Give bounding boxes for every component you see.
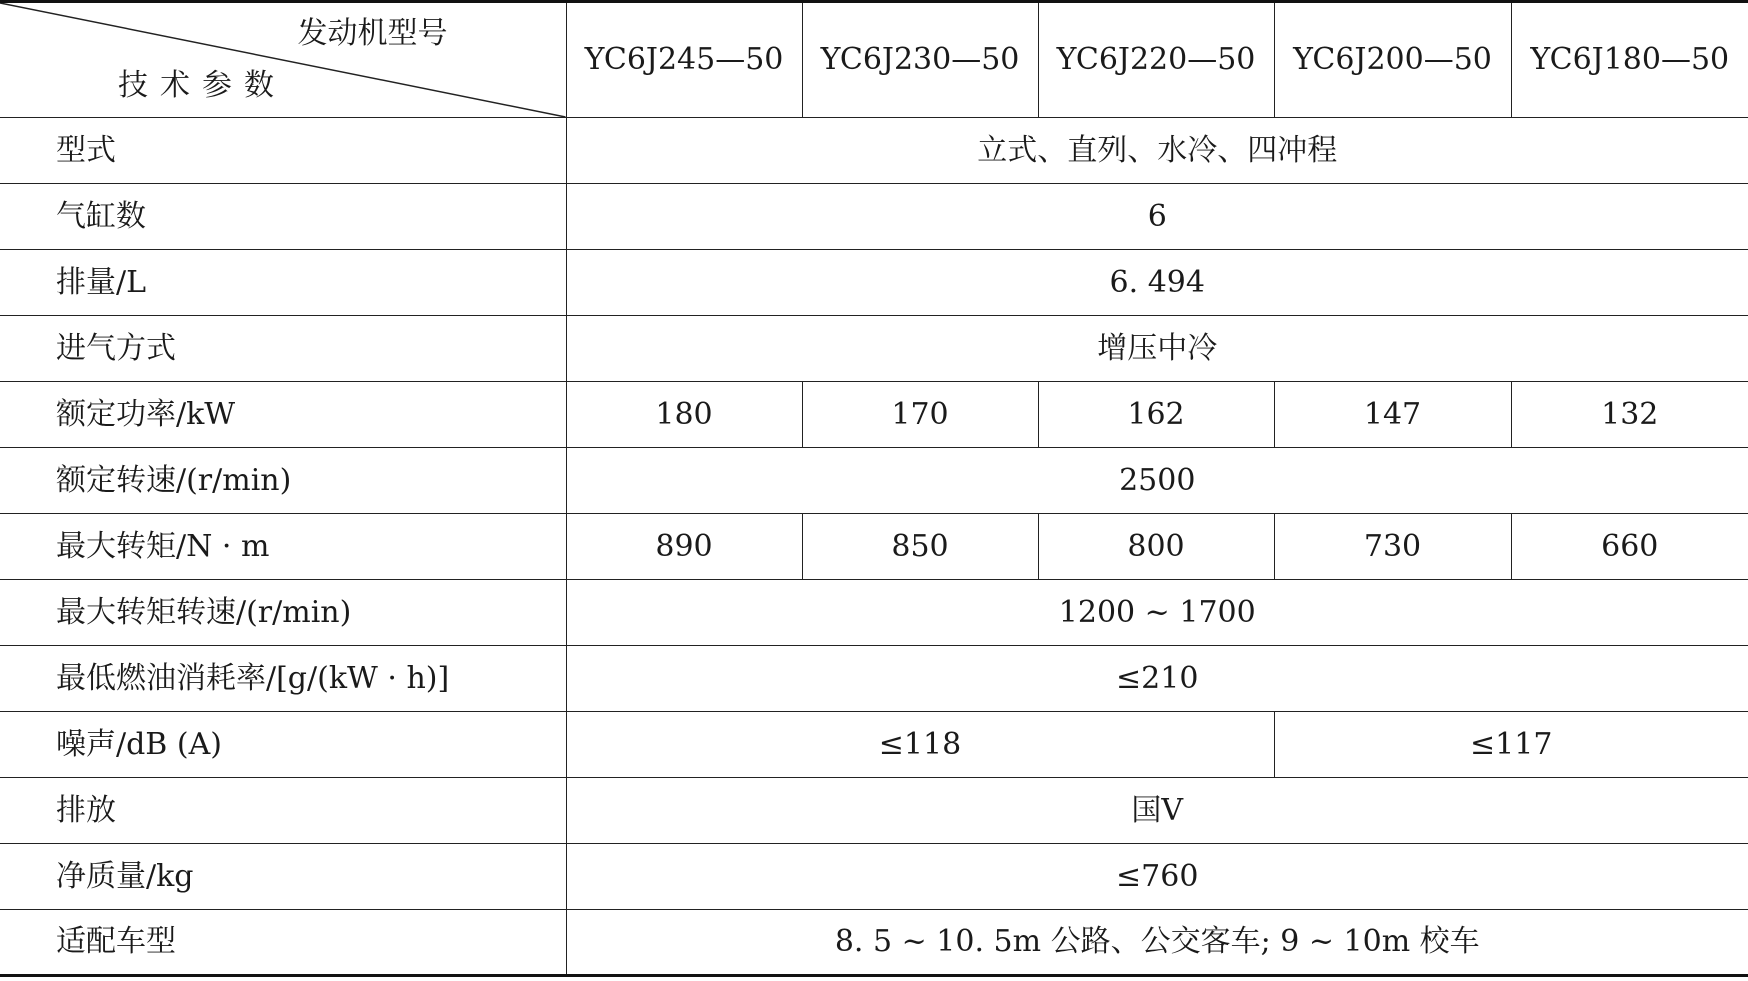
value-type: 立式、直列、水冷、四冲程 xyxy=(566,118,1748,184)
table-row xyxy=(0,514,1748,580)
row-label-emission: 排放 xyxy=(0,778,566,844)
value-max-torque-4: 730 xyxy=(1274,514,1511,580)
header-corner-cell xyxy=(0,2,566,118)
table-row xyxy=(0,184,1748,250)
value-rated-power-5: 132 xyxy=(1511,382,1748,448)
value-cylinders: 6 xyxy=(566,184,1748,250)
value-net-mass: ≤760 xyxy=(566,844,1748,910)
row-label-vehicle: 适配车型 xyxy=(0,910,566,976)
value-rated-power-4: 147 xyxy=(1274,382,1511,448)
table-row xyxy=(0,712,1748,778)
value-max-torque-5: 660 xyxy=(1511,514,1748,580)
table-row xyxy=(0,646,1748,712)
value-rated-power-2: 170 xyxy=(802,382,1038,448)
value-rated-power-3: 162 xyxy=(1038,382,1274,448)
row-label-cylinders: 气缸数 xyxy=(0,184,566,250)
row-label-rated-speed: 额定转速/(r/min) xyxy=(0,448,566,514)
table-row xyxy=(0,448,1748,514)
table-row xyxy=(0,844,1748,910)
model-header-5: YC6J180—50 xyxy=(1511,2,1748,118)
value-rated-power-1: 180 xyxy=(566,382,802,448)
value-noise-a: ≤118 xyxy=(566,712,1274,778)
row-label-type: 型式 xyxy=(0,118,566,184)
model-header-4: YC6J200—50 xyxy=(1274,2,1511,118)
table-row xyxy=(0,778,1748,844)
row-label-fuel-consumption: 最低燃油消耗率/[g/(kW · h)] xyxy=(0,646,566,712)
row-label-displacement: 排量/L xyxy=(0,250,566,316)
row-label-rated-power: 额定功率/kW xyxy=(0,382,566,448)
value-intake: 增压中冷 xyxy=(566,316,1748,382)
model-header-1: YC6J245—50 xyxy=(566,2,802,118)
table-row xyxy=(0,118,1748,184)
corner-label-tech-params: 技术参数 xyxy=(118,68,286,103)
corner-label-engine-model: 发动机型号 xyxy=(297,16,448,51)
row-label-net-mass: 净质量/kg xyxy=(0,844,566,910)
table-row xyxy=(0,382,1748,448)
value-max-torque-3: 800 xyxy=(1038,514,1274,580)
model-header-3: YC6J220—50 xyxy=(1038,2,1274,118)
value-vehicle: 8. 5 ~ 10. 5m 公路、公交客车; 9 ~ 10m 校车 xyxy=(566,910,1748,976)
value-max-torque-2: 850 xyxy=(802,514,1038,580)
value-max-torque-speed: 1200 ~ 1700 xyxy=(566,580,1748,646)
row-label-max-torque-speed: 最大转矩转速/(r/min) xyxy=(0,580,566,646)
value-emission: 国Ⅴ xyxy=(566,778,1748,844)
model-header-2: YC6J230—50 xyxy=(802,2,1038,118)
value-displacement: 6. 494 xyxy=(566,250,1748,316)
value-rated-speed: 2500 xyxy=(566,448,1748,514)
table-row xyxy=(0,580,1748,646)
table-row xyxy=(0,316,1748,382)
value-max-torque-1: 890 xyxy=(566,514,802,580)
table-row xyxy=(0,910,1748,976)
value-noise-b: ≤117 xyxy=(1274,712,1748,778)
table-row xyxy=(0,250,1748,316)
header-row xyxy=(0,2,1748,118)
value-fuel-consumption: ≤210 xyxy=(566,646,1748,712)
row-label-max-torque: 最大转矩/N · m xyxy=(0,514,566,580)
row-label-intake: 进气方式 xyxy=(0,316,566,382)
row-label-noise: 噪声/dB (A) xyxy=(0,712,566,778)
